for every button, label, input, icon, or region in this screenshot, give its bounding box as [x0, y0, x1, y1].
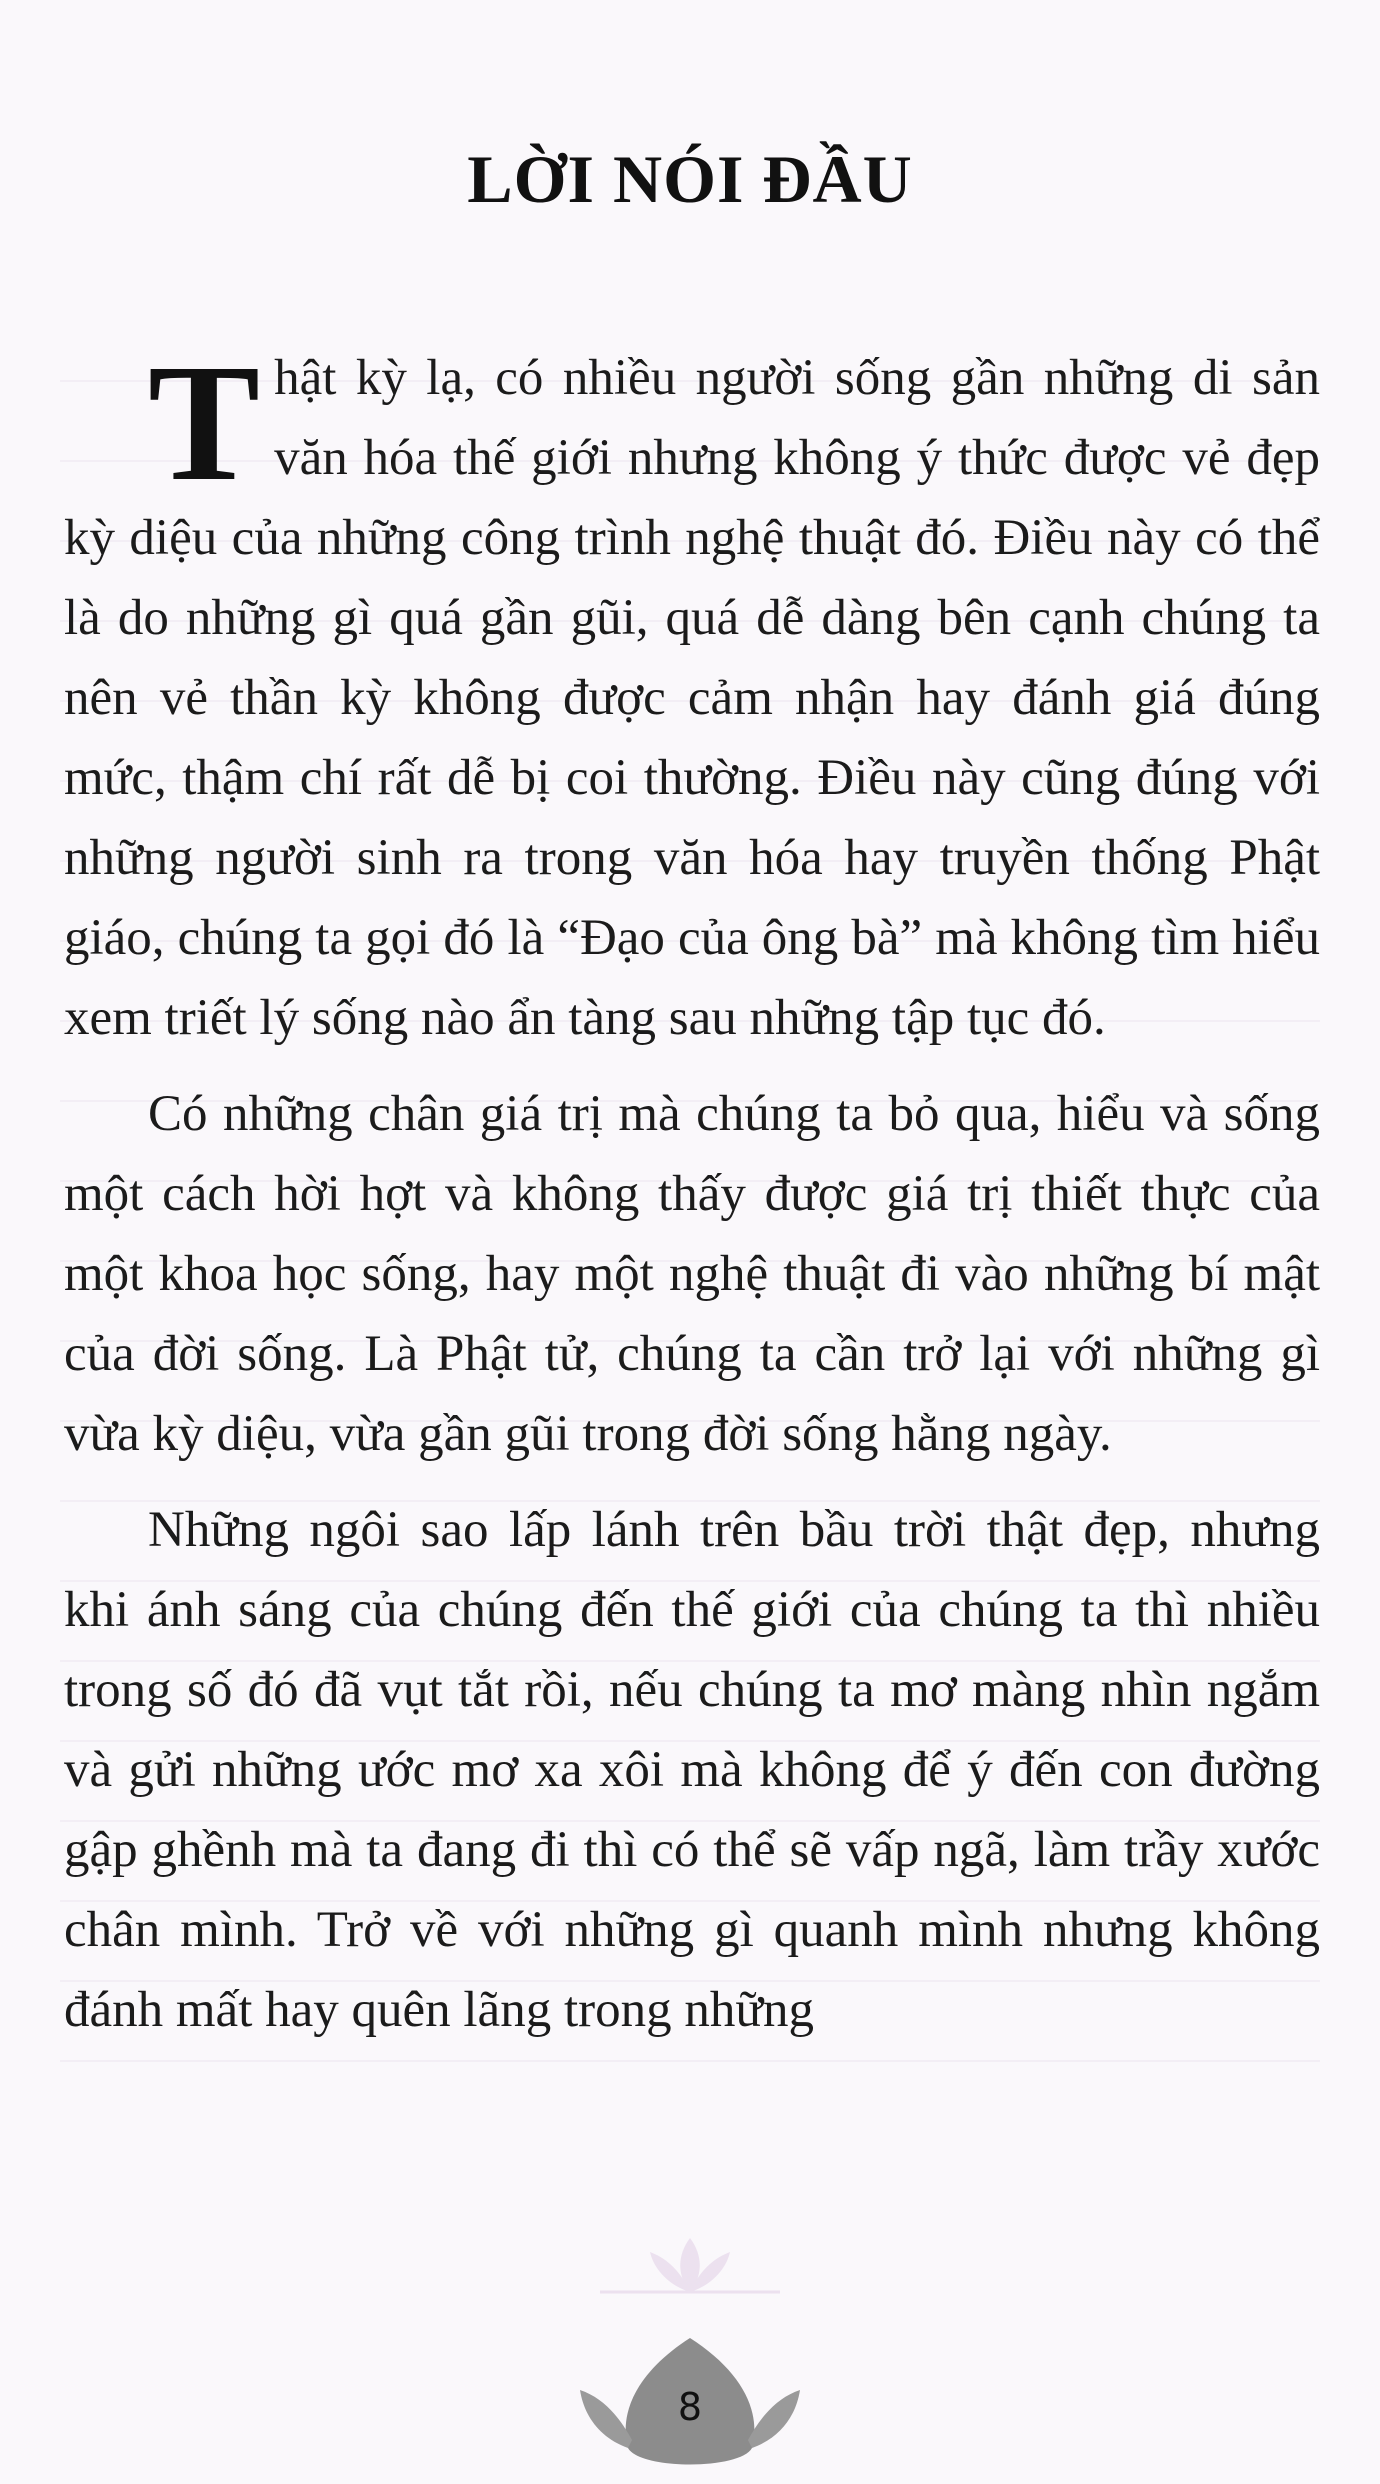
paragraph-2: Có những chân giá trị mà chúng ta bỏ qua, hiểu và sống một cách hời hợt và không thấy được giá trị thiết thực của một khoa học sống, hay một nghệ thuật đi vào những bí mật của đời sống. Là Phật tử, chúng ta cần trở lại với những gì vừa kỳ diệu, vừa gần gũi trong đời sống hằng ngày.	[64, 1086, 1320, 1462]
paragraph-3: Những ngôi sao lấp lánh trên bầu trời thật đẹp, nhưng khi ánh sáng của chúng đến thế giới của chúng ta thì nhiều trong số đó đã vụt tắt rồi, nếu chúng ta mơ màng nhìn ngắm và gửi những ước mơ xa xôi mà không để ý đến con đường gập ghềnh mà ta đang đi thì có thể sẽ vấp ngã, làm trầy xước chân mình. Trở về với những gì quanh mình nhưng không đánh mất hay quên lãng trong những	[64, 1502, 1320, 2038]
page-title: LỜI NÓI ĐẦU	[467, 141, 913, 217]
paragraph-1-text: hật kỳ lạ, có nhiều người sống gần những di sản văn hóa thế giới nhưng không ý thức được vẻ đẹp kỳ diệu của những công trình nghệ thuật đó. Điều này có thể là do những gì quá gần gũi, quá dễ dàng bên cạnh chúng ta nên vẻ thần kỳ không được cảm nhận hay đánh giá đúng mức, thậm chí rất dễ bị coi thường. Điều này cũng đúng với những người sinh ra trong văn hóa hay truyền thống Phật giáo, chúng ta gọi đó là “Đạo của ông bà” mà không tìm hiểu xem triết lý sống nào ẩn tàng sau những tập tục đó.	[64, 350, 1320, 1046]
drop-cap: T	[148, 330, 261, 516]
body-text	[64, 330, 1320, 2050]
paragraph-1	[64, 330, 1320, 1058]
page-number: 8	[677, 2385, 703, 2429]
lotus-ornament-icon	[590, 2230, 790, 2300]
